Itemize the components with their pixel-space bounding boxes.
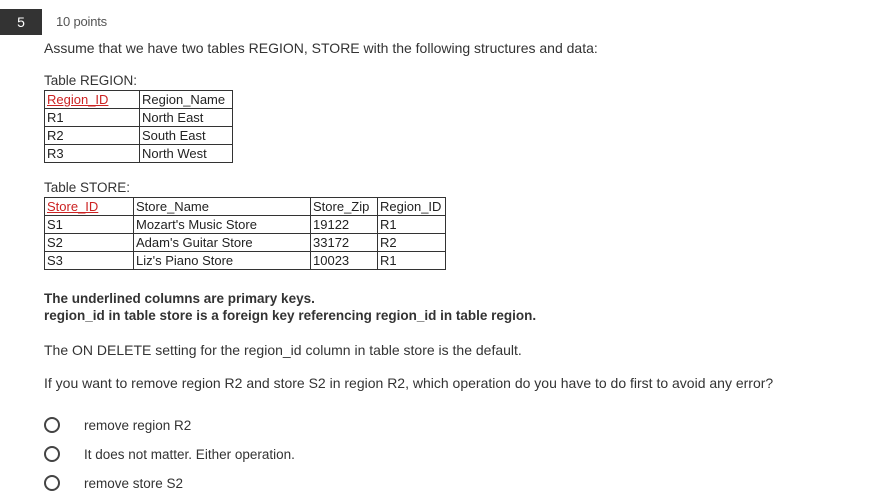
table-cell: R2: [45, 127, 140, 145]
table-header-row: [45, 91, 233, 109]
table-cell: North East: [140, 109, 233, 127]
table-cell: 10023: [311, 252, 378, 270]
table-cell: R3: [45, 145, 140, 163]
table-row: [45, 252, 446, 270]
store-table-label: Table STORE:: [44, 180, 131, 195]
store-zip-header: Store_Zip: [311, 198, 378, 216]
table-cell: South East: [140, 127, 233, 145]
table-cell: R1: [378, 252, 446, 270]
question-text: If you want to remove region R2 and store S2 in region R2, which operation do you have to do first to avoid any error?: [44, 375, 774, 391]
table-row: [45, 234, 446, 252]
table-cell: Mozart's Music Store: [134, 216, 311, 234]
primary-key-note: The underlined columns are primary keys.: [44, 291, 315, 306]
option-either[interactable]: [44, 444, 295, 464]
option-remove-store[interactable]: [44, 473, 183, 493]
table-cell: R1: [45, 109, 140, 127]
question-number-badge: 5: [0, 9, 42, 35]
table-row: [45, 216, 446, 234]
store-name-header: Store_Name: [134, 198, 311, 216]
table-header-row: [45, 198, 446, 216]
option-label[interactable]: remove store S2: [84, 475, 184, 491]
table-cell: R1: [378, 216, 446, 234]
table-row: [45, 127, 233, 145]
table-cell: 19122: [311, 216, 378, 234]
region-id-header: Region_ID: [45, 91, 140, 109]
table-cell: 33172: [311, 234, 378, 252]
table-cell: S2: [45, 234, 134, 252]
store-id-header: Store_ID: [45, 198, 134, 216]
on-delete-note: The ON DELETE setting for the region_id column in table store is the default.: [44, 342, 522, 358]
table-row: [45, 145, 233, 163]
region-table-label: Table REGION:: [44, 73, 138, 88]
radio-button[interactable]: [44, 417, 60, 433]
table-cell: R2: [378, 234, 446, 252]
radio-button[interactable]: [44, 475, 60, 491]
table-cell: S3: [45, 252, 134, 270]
store-table: [44, 197, 446, 270]
table-row: [45, 109, 233, 127]
option-remove-region[interactable]: [44, 415, 191, 435]
region-name-header: Region_Name: [140, 91, 233, 109]
radio-button[interactable]: [44, 446, 60, 462]
table-cell: S1: [45, 216, 134, 234]
region-table: [44, 90, 233, 163]
question-prompt: Assume that we have two tables REGION, STORE with the following structures and data:: [44, 40, 598, 56]
option-label[interactable]: It does not matter. Either operation.: [84, 446, 295, 462]
table-cell: Adam's Guitar Store: [134, 234, 311, 252]
table-cell: North West: [140, 145, 233, 163]
foreign-key-note: region_id in table store is a foreign key referencing region_id in table region.: [44, 308, 537, 323]
question-points: 10 points: [56, 14, 107, 29]
option-label[interactable]: remove region R2: [84, 417, 192, 433]
table-cell: Liz's Piano Store: [134, 252, 311, 270]
store-region-id-header: Region_ID: [378, 198, 446, 216]
